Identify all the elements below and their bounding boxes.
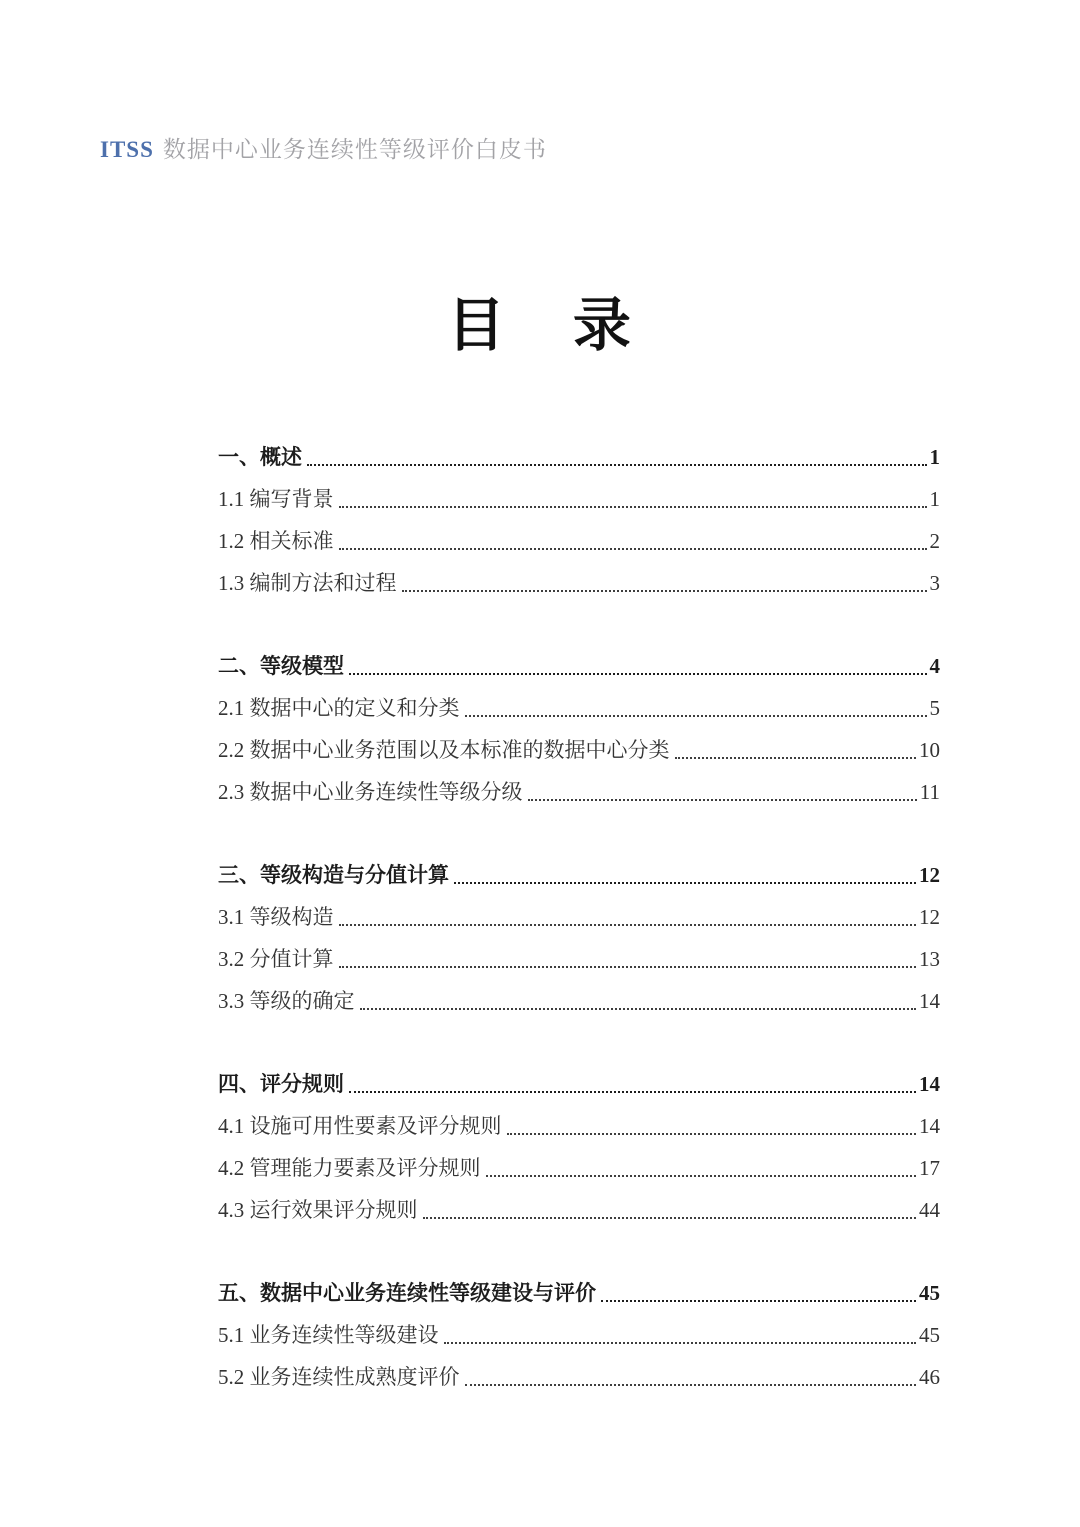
dot-leader (486, 1175, 917, 1177)
toc-entry-page: 12 (919, 863, 940, 887)
toc-entry-page: 12 (919, 905, 940, 929)
dot-leader (454, 882, 916, 884)
toc-section-1 (218, 436, 940, 604)
toc-heading-structure-score[interactable] (218, 854, 940, 896)
toc-entry-label: 1.2 相关标准 (218, 529, 334, 553)
dot-leader (339, 924, 917, 926)
toc-entry-2-1[interactable] (218, 687, 940, 729)
dot-leader (423, 1217, 917, 1219)
toc-entry-3-3[interactable] (218, 980, 940, 1022)
running-header (100, 131, 547, 164)
toc-entry-label: 5.2 业务连续性成熟度评价 (218, 1365, 460, 1389)
toc-entry-3-2[interactable] (218, 938, 940, 980)
toc-entry-1-2[interactable] (218, 520, 940, 562)
toc-entry-page: 13 (919, 947, 940, 971)
toc-entry-page: 45 (919, 1281, 940, 1305)
toc-entry-page: 1 (929, 445, 940, 469)
toc-section-2 (218, 645, 940, 813)
toc-entry-page: 46 (919, 1365, 940, 1389)
dot-leader (465, 715, 927, 717)
toc-entry-label: 2.1 数据中心的定义和分类 (218, 696, 460, 720)
toc-entry-label: 4.1 设施可用性要素及评分规则 (218, 1114, 502, 1138)
toc-entry-page: 45 (919, 1323, 940, 1347)
dot-leader (360, 1008, 917, 1010)
toc-entry-4-1[interactable] (218, 1105, 940, 1147)
toc-entry-label: 五、数据中心业务连续性等级建设与评价 (218, 1281, 596, 1305)
toc-entry-page: 10 (919, 738, 940, 762)
toc-section-3 (218, 854, 940, 1022)
toc-heading-construction-evaluation[interactable] (218, 1272, 940, 1314)
toc-heading-scoring-rules[interactable] (218, 1063, 940, 1105)
toc-entry-1-1[interactable] (218, 478, 940, 520)
toc-entry-page: 14 (919, 1072, 940, 1096)
dot-leader (601, 1300, 916, 1302)
dot-leader (349, 1091, 916, 1093)
toc-entry-label: 3.1 等级构造 (218, 905, 334, 929)
toc-entry-page: 5 (929, 696, 940, 720)
toc-entry-3-1[interactable] (218, 896, 940, 938)
toc-entry-label: 四、评分规则 (218, 1072, 344, 1096)
toc-entry-page: 14 (919, 989, 940, 1013)
toc-entry-label: 1.3 编制方法和过程 (218, 571, 397, 595)
toc-entry-page: 4 (929, 654, 940, 678)
toc-entry-page: 1 (929, 487, 940, 511)
toc-entry-label: 二、等级模型 (218, 654, 344, 678)
toc-entry-label: 2.2 数据中心业务范围以及本标准的数据中心分类 (218, 738, 670, 762)
table-of-contents (218, 436, 940, 1398)
dot-leader (507, 1133, 917, 1135)
dot-leader (339, 548, 927, 550)
toc-entry-2-3[interactable] (218, 771, 940, 813)
toc-entry-label: 3.3 等级的确定 (218, 989, 355, 1013)
toc-entry-label: 1.1 编写背景 (218, 487, 334, 511)
toc-entry-label: 4.2 管理能力要素及评分规则 (218, 1156, 481, 1180)
toc-entry-label: 5.1 业务连续性等级建设 (218, 1323, 439, 1347)
dot-leader (307, 464, 927, 466)
dot-leader (339, 966, 917, 968)
toc-entry-page: 17 (919, 1156, 940, 1180)
toc-section-4 (218, 1063, 940, 1231)
itss-logo: ITSS (100, 137, 154, 162)
toc-entry-2-2[interactable] (218, 729, 940, 771)
toc-entry-page: 14 (919, 1114, 940, 1138)
toc-entry-label: 三、等级构造与分值计算 (218, 863, 449, 887)
dot-leader (675, 757, 917, 759)
dot-leader (349, 673, 927, 675)
dot-leader (402, 590, 927, 592)
dot-leader (465, 1384, 917, 1386)
toc-entry-label: 一、概述 (218, 445, 302, 469)
toc-entry-4-2[interactable] (218, 1147, 940, 1189)
toc-entry-4-3[interactable] (218, 1189, 940, 1231)
dot-leader (339, 506, 927, 508)
toc-entry-page: 44 (919, 1198, 940, 1222)
toc-entry-label: 4.3 运行效果评分规则 (218, 1198, 418, 1222)
dot-leader (528, 799, 917, 801)
toc-entry-5-1[interactable] (218, 1314, 940, 1356)
toc-entry-5-2[interactable] (218, 1356, 940, 1398)
toc-entry-label: 3.2 分值计算 (218, 947, 334, 971)
toc-entry-1-3[interactable] (218, 562, 940, 604)
header-document-title: 数据中心业务连续性等级评价白皮书 (162, 137, 547, 162)
toc-entry-page: 3 (929, 571, 940, 595)
toc-heading-overview[interactable] (218, 436, 940, 478)
toc-heading-level-model[interactable] (218, 645, 940, 687)
toc-section-5 (218, 1272, 940, 1398)
toc-entry-page: 2 (929, 529, 940, 553)
dot-leader (444, 1342, 917, 1344)
toc-entry-page: 11 (919, 780, 940, 804)
toc-page-title: 目 录 (447, 293, 633, 358)
toc-entry-label: 2.3 数据中心业务连续性等级分级 (218, 780, 523, 804)
